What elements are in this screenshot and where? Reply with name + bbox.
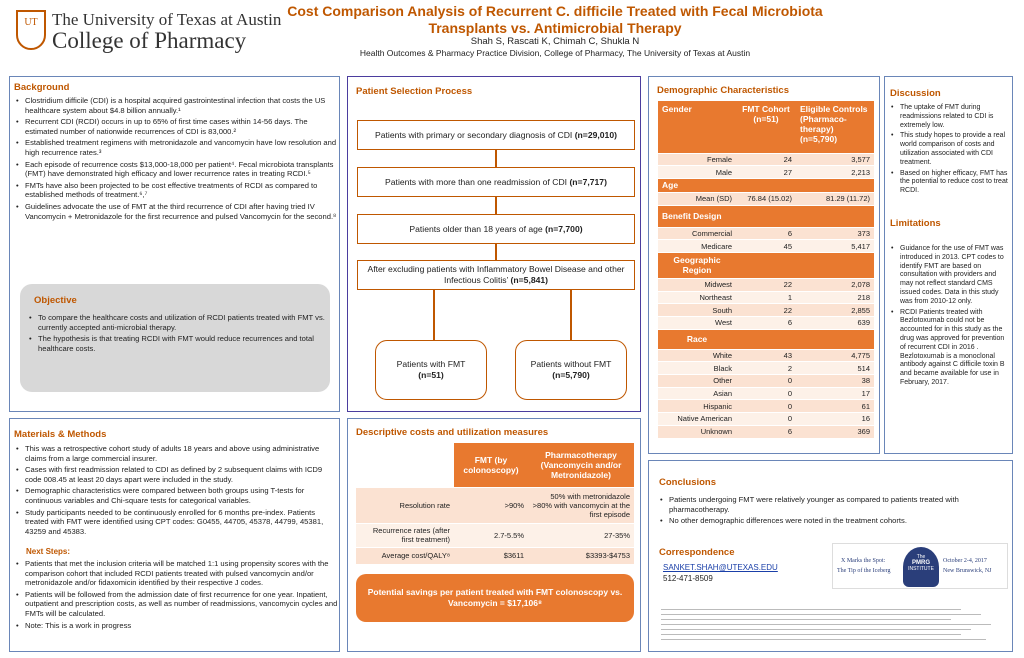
list-item: • Based on higher efficacy, FMT has the potential to reduce cost to treat RCDI. [890, 170, 1010, 196]
background-panel [9, 76, 340, 412]
affiliation: Health Outcomes & Pharmacy Practice Division, College of Pharmacy, The University of Texas at Austin [359, 48, 751, 58]
fmt-group-box: Patients with FMT (n=51) [375, 340, 487, 400]
conclusions-list [659, 495, 989, 528]
table-row: Female 24 3,577 [658, 153, 874, 166]
limitations-list [890, 245, 1010, 390]
flow-arrow [570, 290, 572, 340]
section-header: Age [658, 178, 874, 192]
table-header: Pharmacotherapy (Vancomycin and/or Metronidazole) [528, 443, 634, 487]
flow-step-3: Patients older than 18 years of age (n=7,700) [357, 214, 635, 244]
references-list [661, 607, 1001, 647]
discussion-heading: Discussion [890, 88, 941, 99]
table-row: White 43 4,775 [658, 349, 874, 362]
demographics-heading: Demographic Characteristics [657, 85, 789, 96]
descriptive-heading: Descriptive costs and utilization measures [356, 427, 549, 438]
table-row: Recurrence rates (after first treatment) 2.7-5.5% 27-35% [356, 523, 634, 547]
list-item: • This study hopes to provide a real world comparison of costs and utilization associated with CDI treatment. [890, 132, 1010, 167]
methods-panel [9, 418, 340, 652]
limitations-heading: Limitations [890, 218, 941, 229]
no-fmt-group-box: Patients without FMT (n=5,790) [515, 340, 627, 400]
next-steps-heading: Next Steps: [26, 547, 71, 556]
flow-step-1: Patients with primary or secondary diagnosis of CDI (n=29,010) [357, 120, 635, 150]
methods-list [15, 444, 339, 538]
list-item: • FMTs have also been projected to be cost effective treatments of RCDI as compared to established methods of treatment.⁶,⁷ [15, 181, 337, 200]
table-row: Commercial 6 373 [658, 227, 874, 240]
email-link[interactable]: SANKET.SHAH@UTEXAS.EDU [663, 563, 778, 572]
list-item: • The uptake of FMT during readmissions related to CDI is extremely low. [890, 104, 1010, 130]
objective-box [20, 284, 330, 392]
discussion-panel [884, 76, 1013, 454]
section-header: Benefit Design [658, 205, 874, 227]
list-item: • Study participants needed to be continuously enrolled for 6 months pre-index. Patients treated with FMT were identified using CPT codes: G0455, 44705, 45378, 44799, 45381, 43259 and 45383. [15, 508, 339, 537]
descriptive-table [356, 443, 634, 565]
flow-step-4: After excluding patients with Inflammatory Bowel Disease and other Infectious Colitis’ (n=5,841) [357, 260, 635, 290]
list-item: • Patients that met the inclusion criteria will be matched 1:1 using propensity scores with the comparison cohort that included RCDI patients treated with pulsed vancomycin and/or metronidazole and/or fidaxomicin identified by their respective J codes. [15, 559, 339, 588]
table-row: Medicare 45 5,417 [658, 240, 874, 253]
table-row: Native American 0 16 [658, 413, 874, 426]
flow-arrow [495, 150, 497, 167]
table-row: Other 0 38 [658, 375, 874, 388]
selection-heading: Patient Selection Process [356, 86, 473, 97]
list-item: • Demographic characteristics were compared between both groups using T-tests for continuous variables and Chi-square tests for categorical variables. [15, 486, 339, 505]
flow-arrow [495, 197, 497, 214]
authors: Shah S, Rascati K, Chimah C, Shukla N [470, 36, 640, 47]
table-row: Midwest 22 2,078 [658, 278, 874, 291]
list-item: • Guidelines advocate the use of FMT at the third recurrence of CDI after having tried IV Vancomycin + Metronidazole for the first recurrence and pulsed Vancomycin for the second.⁸ [15, 202, 337, 221]
section-header: Race [658, 329, 736, 349]
list-item: • The hypothesis is that treating RCDI with FMT would reduce recurrences and total healthcare costs. [28, 334, 326, 353]
list-item: • To compare the healthcare costs and utilization of RCDI patients treated with FMT vs. currently accepted anti-microbial therapy. [28, 313, 326, 332]
demographics-panel [648, 76, 880, 454]
selection-panel [347, 76, 641, 412]
flow-arrow [433, 290, 435, 340]
poster-title: Cost Comparison Analysis of Recurrent C. difficile Treated with Fecal Microbiota Transplants vs. Antimicrobial Therapy [287, 3, 823, 36]
list-item: • Established treatment regimens with metronidazole and vancomycin have low resolution and high recurrence rates.³ [15, 138, 337, 157]
background-heading: Background [14, 82, 70, 93]
phone-number: 512-471-8509 [663, 574, 713, 583]
ut-seal-logo: UT [16, 10, 46, 50]
list-item: • This was a retrospective cohort study of adults 18 years and above using administrative claims from a large commercial insurer. [15, 444, 339, 463]
list-item: • Patients will be followed from the admission date of first recurrence for one year. Inpatient, outpatient and prescription costs, as well as number of readmissions, vancomycin cycles and FMTs will be calculated. [15, 590, 339, 619]
conclusions-panel [648, 460, 1013, 652]
table-row: South 22 2,855 [658, 304, 874, 317]
table-header: FMT (by colonoscopy) [454, 443, 528, 487]
list-item: • Each episode of recurrence costs $13,000-18,000 per patient⁴. Fecal microbiota transplants (FMT) have demonstrated high efficacy and lower recurrence rates in treating RCDI.⁵ [15, 160, 337, 179]
table-row: Unknown 6 369 [658, 425, 874, 438]
table-row: Hispanic 0 61 [658, 400, 874, 413]
section-header: Geographic Region [658, 252, 736, 278]
conference-badge: X Marks the Spot: The Tip of the Iceberg The PMRG INSTITUTE October 2-4, 2017 New Brunswick, NJ [832, 543, 1008, 589]
table-row: Black 2 514 [658, 362, 874, 375]
table-row: West 6 639 [658, 317, 874, 330]
pmrg-logo: The PMRG INSTITUTE [903, 547, 939, 587]
poster-header [0, 0, 1024, 68]
flow-arrow [495, 244, 497, 260]
descriptive-panel [347, 418, 641, 652]
discussion-list [890, 104, 1010, 198]
table-row: Male 27 2,213 [658, 166, 874, 179]
conclusions-heading: Conclusions [659, 477, 717, 488]
table-row: Asian 0 17 [658, 387, 874, 400]
background-list [15, 96, 337, 223]
next-steps-list [15, 559, 339, 632]
list-item: • Guidance for the use of FMT was introduced in 2013. CPT codes to identify FMT are based on consultation with providers and may not reflect standard CMS issued codes. Data in this study was from 2010-12 only. [890, 245, 1010, 307]
list-item: • RCDI Patients treated with Bezlotoxumab could not be accounted for in this study as the drug was approved for prevention of recurrent CDI in 2016 . Bezlotoxumab is a monoclonal antibody against C difficile toxin B and became available for use in February, 2017. [890, 309, 1010, 388]
demographics-table: Gender FMT Cohort (n=51) Eligible Controls (Pharmaco-therapy) (n=5,790) Female 24 3,577 Male 27 2,213 Age Mean (SD) 76.84 (15.02) 81.29 (11.72) Benefit Design Commercial 6 373 Medicare 45 5,417 Geographic Region Midwest 22 2,078 Northeast 1 218 South 22 2,855 West 6 639 Race White 43 4,775 Black 2 514 Other 0 38 Asian 0 17 Hispanic 0 61 Native American 0 16 Unknown 6 369 [658, 101, 874, 439]
objective-list [28, 313, 326, 355]
table-row: Average cost/QALY⁸ $3611 $3393-$4753 [356, 547, 634, 564]
table-row: Resolution rate >90% 50% with metronidazole >80% with vancomycin at the first episode [356, 487, 634, 523]
table-row: Mean (SD) 76.84 (15.02) 81.29 (11.72) [658, 192, 874, 205]
list-item: • Clostridium difficile (CDI) is a hospital acquired gastrointestinal infection that costs the US healthcare system about $4.8 billion annually.¹ [15, 96, 337, 115]
university-name: The University of Texas at Austin [52, 10, 282, 29]
list-item: • Recurrent CDI (RCDI) occurs in up to 65% of first time cases within 14-56 days. The estimated number of nationwide recurrences of CDI is 83,000.² [15, 117, 337, 136]
methods-heading: Materials & Methods [14, 429, 107, 440]
college-name: College of Pharmacy [52, 28, 247, 53]
list-item: • No other demographic differences were noted in the treatment cohorts. [659, 516, 989, 526]
correspondence-heading: Correspondence [659, 547, 735, 558]
table-row: Northeast 1 218 [658, 291, 874, 304]
savings-banner: Potential savings per patient treated with FMT colonoscopy vs. Vancomycin = $17,106⁸ [356, 574, 634, 622]
list-item: • Patients undergoing FMT were relatively younger as compared to patients treated with pharmacotherapy. [659, 495, 989, 514]
flow-step-2: Patients with more than one readmission of CDI (n=7,717) [357, 167, 635, 197]
list-item: • Cases with first readmission related to CDI as defined by 2 subsequent claims with ICD9 code 008.45 at least 20 days apart were included in the study. [15, 465, 339, 484]
list-item: • Note: This is a work in progress [15, 621, 339, 631]
objective-heading: Objective [34, 295, 77, 306]
